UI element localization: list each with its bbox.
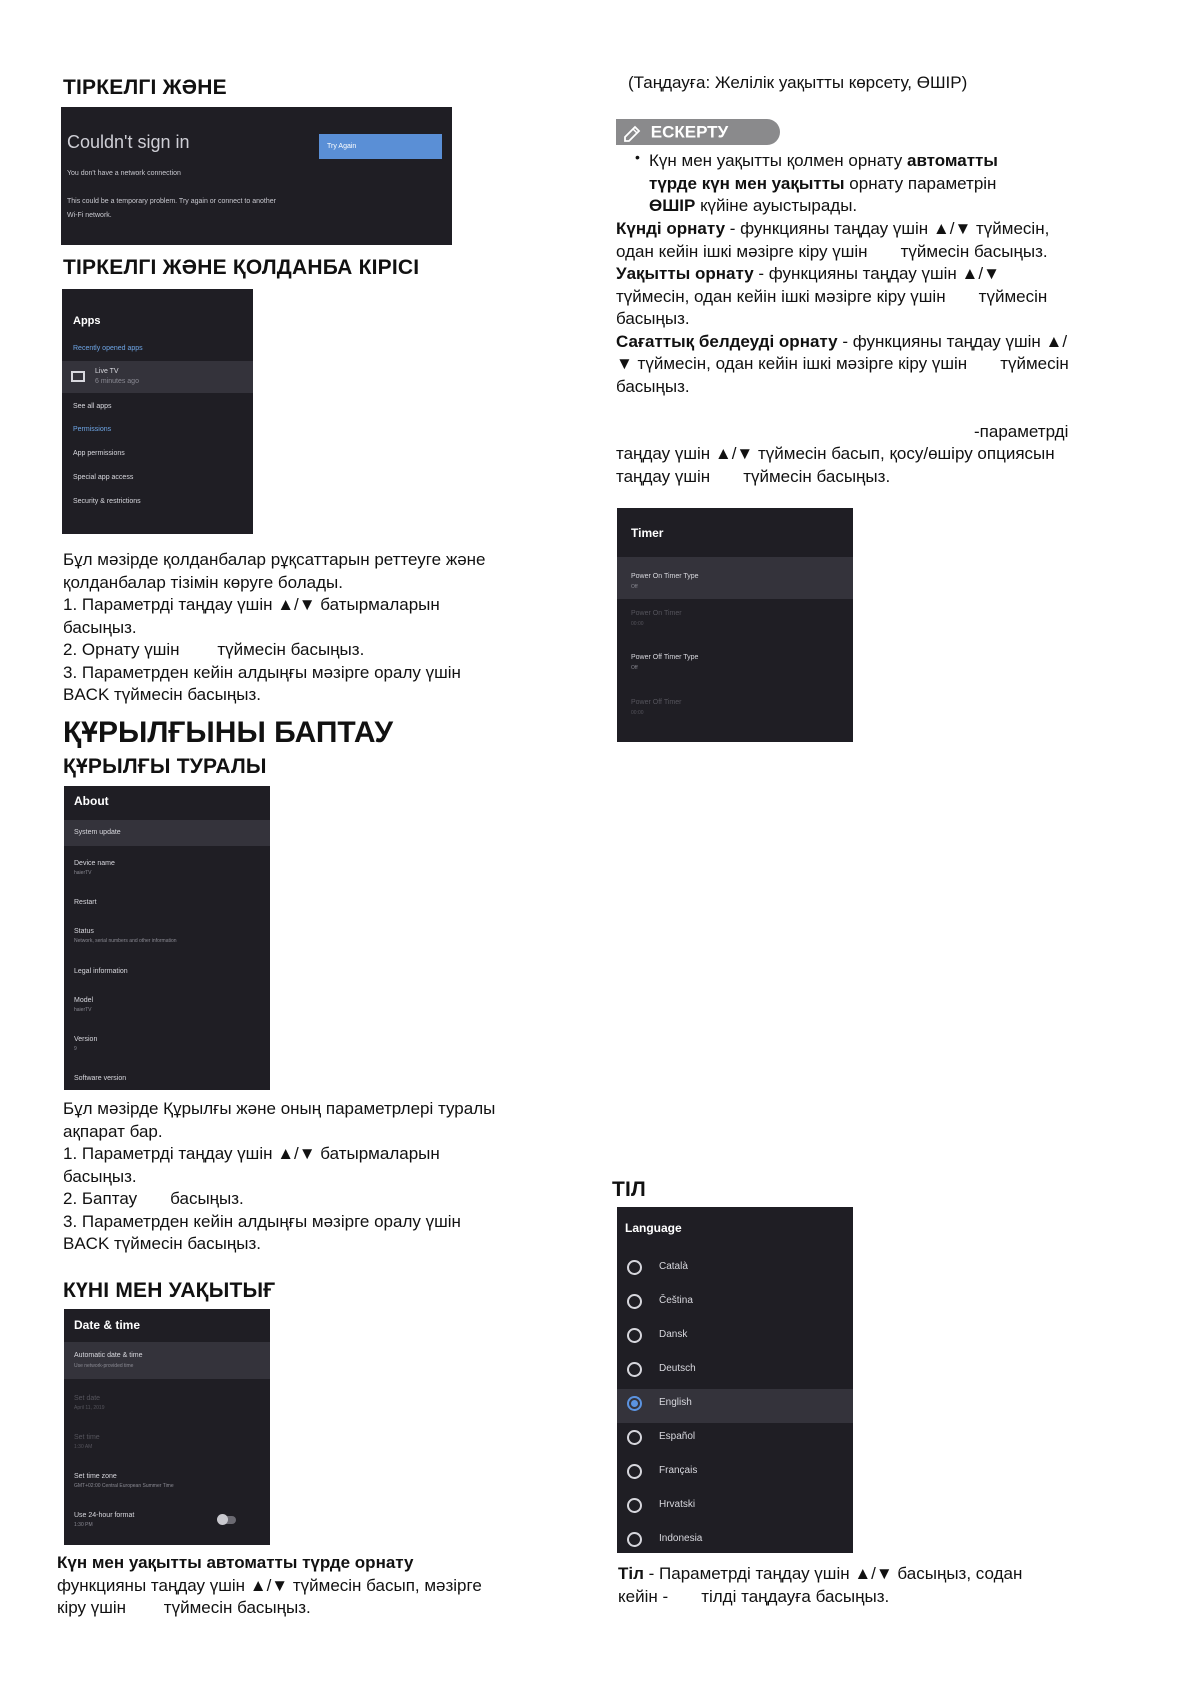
- datetime-set-time: Set time: [74, 1434, 100, 1441]
- radio-icon: [627, 1294, 642, 1309]
- language-option[interactable]: Català: [627, 1260, 642, 1275]
- heading-language: ТІЛ: [612, 1178, 646, 1201]
- param-line-1: -параметрді: [974, 421, 1069, 441]
- apps-desc-line: BACK түймесін басыңыз.: [63, 685, 261, 704]
- about-system-update-row[interactable]: [64, 820, 270, 846]
- set-time-t3: басыңыз.: [616, 309, 690, 328]
- radio-icon: [627, 1260, 642, 1275]
- tv-icon: [71, 371, 85, 382]
- about-version-val: 9: [74, 1046, 77, 1052]
- heading-device-settings: ҚҰРЫЛҒЫНЫ БАПТАУ: [63, 716, 394, 749]
- language-screenshot: [617, 1207, 853, 1553]
- about-description: [63, 1098, 495, 1256]
- param-line-2: таңдау үшін ▲/▼ түймесін басып, қосу/өшіру опциясын: [616, 444, 1055, 463]
- about-status-sub: Network, serial numbers and other information: [74, 938, 177, 944]
- set-zone-t3: басыңыз.: [616, 376, 690, 396]
- apps-see-all[interactable]: See all apps: [73, 403, 112, 410]
- note-b: автоматты: [906, 151, 998, 170]
- timer-on-type-val: Off: [631, 584, 638, 590]
- note-d: орнату параметрін: [844, 173, 997, 193]
- heading-account: ТІРКЕЛГІ ЖӘНЕ: [63, 76, 227, 99]
- about-device-name-val: haierTV: [74, 870, 92, 876]
- apps-desc-line: Бұл мәзірде қолданбалар рұқсаттарын реттеуге және: [63, 550, 486, 569]
- datetime-use24-val: 1:30 PM: [74, 1522, 93, 1528]
- timer-off-type-val: Off: [631, 665, 638, 671]
- about-desc-line: 3. Параметрден кейін алдыңғы мәзірге оралу үшін: [63, 1211, 461, 1231]
- timer-on-type: Power On Timer Type: [631, 573, 699, 580]
- lang-bold: Тіл: [618, 1564, 644, 1583]
- heading-account-apps: ТІРКЕЛГІ ЖӘНЕ ҚОЛДАНБА КІРІСІ: [63, 256, 420, 279]
- pencil-icon: [622, 124, 642, 142]
- lang-t2: кейін - тілді таңдауға басыңыз.: [618, 1586, 890, 1606]
- about-legal[interactable]: Legal information: [74, 968, 128, 975]
- timer-off-timer-val: 00:00: [631, 710, 644, 716]
- about-device-name[interactable]: Device name: [74, 860, 115, 867]
- set-time-t1: - функцияны таңдау үшін ▲/▼: [753, 264, 1000, 283]
- datetime-set-date-val: April 11, 2019: [74, 1405, 105, 1411]
- about-desc-line: 2. Баптау басыңыз.: [63, 1189, 244, 1208]
- heading-date-time: КҮНІ МЕН УАҚЫТЫҒ: [63, 1279, 276, 1302]
- signin-title: Couldn't sign in: [67, 132, 190, 152]
- about-title: About: [74, 794, 109, 808]
- datetime-use24[interactable]: Use 24-hour format: [74, 1512, 135, 1519]
- set-zone-t1: - функцияны таңдау үшін ▲/: [837, 331, 1068, 351]
- language-title: Language: [625, 1221, 682, 1235]
- datetime-set-time-val: 1:30 AM: [74, 1444, 93, 1450]
- datetime-auto-sub: Use network-provided time: [74, 1363, 134, 1369]
- set-date-bold: Күнді орнату: [616, 219, 726, 238]
- note-c: түрде күн мен уақытты: [649, 173, 845, 193]
- about-restart[interactable]: Restart: [74, 899, 97, 906]
- datetime-screenshot: [64, 1309, 270, 1545]
- datetime-set-zone-val: GMT+02:00 Central European Summer Time: [74, 1483, 174, 1489]
- note-a: Күн мен уақытты қолмен орнату: [649, 151, 907, 170]
- language-option[interactable]: Indonesia: [627, 1532, 642, 1547]
- language-option[interactable]: Hrvatski: [627, 1498, 642, 1513]
- language-option[interactable]: Čeština: [627, 1294, 642, 1309]
- about-status[interactable]: Status: [74, 928, 94, 935]
- apps-app-permissions[interactable]: App permissions: [73, 450, 125, 457]
- timer-on-timer-val: 00:00: [631, 621, 644, 627]
- set-date-t1: - функцияны таңдау үшін ▲/▼ түймесін,: [725, 219, 1050, 238]
- note-label: ЕСКЕРТУ: [650, 122, 729, 142]
- timer-title: Timer: [631, 526, 664, 540]
- about-desc-line: ақпарат бар.: [63, 1121, 163, 1141]
- language-option[interactable]: Español: [627, 1430, 642, 1445]
- datetime-auto: Automatic date & time: [74, 1352, 143, 1359]
- apps-title: Apps: [73, 315, 101, 327]
- language-description: [618, 1563, 1022, 1608]
- about-version: Version: [74, 1036, 98, 1043]
- lang-t1: - Параметрді таңдау үшін ▲/▼ басыңыз, содан: [643, 1564, 1023, 1583]
- timer-off-type[interactable]: Power Off Timer Type: [631, 654, 699, 661]
- datetime-desc-bold: Күн мен уақытты автоматты түрде орнату: [57, 1553, 414, 1572]
- set-time-bold: Уақытты орнату: [616, 264, 754, 283]
- settings-description: [616, 218, 1069, 488]
- use24-toggle[interactable]: [218, 1516, 236, 1524]
- datetime-auto-row[interactable]: [64, 1342, 270, 1379]
- note-text: [637, 150, 1097, 218]
- note-f: күйіне ауыстырады.: [695, 196, 858, 215]
- apps-live-tv-sub: 6 minutes ago: [95, 378, 139, 385]
- datetime-title: Date & time: [74, 1318, 141, 1332]
- param-line-3: таңдау үшін түймесін басыңыз.: [616, 466, 891, 486]
- radio-icon: [627, 1430, 642, 1445]
- signin-line-3: Wi-Fi network.: [67, 212, 112, 219]
- language-selected-row-bg: [617, 1389, 853, 1423]
- apps-desc-line: 3. Параметрден кейін алдыңғы мәзірге оралу үшін: [63, 662, 461, 682]
- apps-screenshot: [62, 289, 253, 534]
- timer-on-type-row[interactable]: [617, 557, 853, 599]
- datetime-desc-line: функцияны таңдау үшін ▲/▼ түймесін басып, мәзірге: [57, 1575, 482, 1595]
- apps-desc-line: 2. Орнату үшін түймесін басыңыз.: [63, 640, 365, 659]
- radio-selected-icon: [627, 1396, 642, 1411]
- try-again-button[interactable]: Try Again: [319, 134, 442, 159]
- about-system-update: System update: [74, 829, 121, 836]
- about-desc-line: 1. Параметрді таңдау үшін ▲/▼ батырмаларын: [63, 1144, 440, 1163]
- about-desc-line: басыңыз.: [63, 1166, 137, 1186]
- set-zone-bold: Сағаттық белдеуді орнату: [616, 331, 838, 351]
- datetime-desc-line: кіру үшін түймесін басыңыз.: [57, 1598, 311, 1617]
- radio-icon: [627, 1362, 642, 1377]
- datetime-set-date: Set date: [74, 1395, 101, 1402]
- apps-desc-line: 1. Параметрді таңдау үшін ▲/▼ батырмаларын: [63, 595, 440, 614]
- apps-desc-line: қолданбалар тізімін көруге болады.: [63, 572, 343, 592]
- note-badge: [616, 119, 780, 145]
- timer-off-timer: Power Off Timer: [631, 699, 682, 706]
- radio-icon: [627, 1498, 642, 1513]
- about-desc-line: Бұл мәзірде Құрылғы және оның параметрлері туралы: [63, 1099, 496, 1118]
- timer-screenshot: [617, 508, 853, 742]
- apps-special-access[interactable]: Special app access: [73, 474, 134, 481]
- language-option[interactable]: Dansk: [627, 1328, 642, 1343]
- apps-live-tv: Live TV: [95, 368, 119, 375]
- about-screenshot: [64, 786, 270, 1090]
- set-zone-t2: ▼ түймесін, одан кейін ішкі мәзірге кіру үшін түймесін: [616, 354, 1069, 373]
- datetime-set-zone[interactable]: Set time zone: [74, 1473, 117, 1480]
- heading-about-device: ҚҰРЫЛҒЫ ТУРАЛЫ: [63, 755, 267, 778]
- note-e: ӨШІР: [649, 196, 696, 215]
- set-date-t2: одан кейін ішкі мәзірге кіру үшін түймесін басыңыз.: [616, 241, 1048, 261]
- radio-icon: [627, 1464, 642, 1479]
- toggle-knob: [217, 1514, 228, 1525]
- apps-permissions: Permissions: [73, 426, 112, 433]
- timer-on-timer: Power On Timer: [631, 610, 682, 617]
- set-time-t2: түймесін, одан кейін ішкі мәзірге кіру үшін түймесін: [616, 286, 1048, 306]
- options-text: (Таңдауға: Желілік уақытты көрсету, ӨШІР): [628, 73, 968, 92]
- about-model-val: haierTV: [74, 1007, 92, 1013]
- signin-screenshot: [61, 107, 452, 245]
- radio-icon: [627, 1532, 642, 1547]
- signin-line-1: You don't have a network connection: [67, 170, 181, 177]
- apps-desc-line: басыңыз.: [63, 617, 137, 637]
- signin-line-2: This could be a temporary problem. Try again or connect to another: [67, 198, 276, 205]
- language-option-selected[interactable]: English: [627, 1396, 642, 1411]
- apps-recent: Recently opened apps: [73, 345, 143, 352]
- bullet-icon: •: [635, 149, 640, 165]
- language-option[interactable]: Français: [627, 1464, 642, 1479]
- about-software: Software version: [74, 1075, 127, 1082]
- datetime-description: [57, 1552, 482, 1620]
- language-option[interactable]: Deutsch: [627, 1362, 642, 1377]
- radio-icon: [627, 1328, 642, 1343]
- apps-description: [63, 549, 486, 707]
- apps-live-tv-row[interactable]: [62, 361, 253, 393]
- about-desc-line: BACK түймесін басыңыз.: [63, 1234, 261, 1253]
- about-model: Model: [74, 997, 94, 1004]
- apps-security[interactable]: Security & restrictions: [73, 498, 141, 505]
